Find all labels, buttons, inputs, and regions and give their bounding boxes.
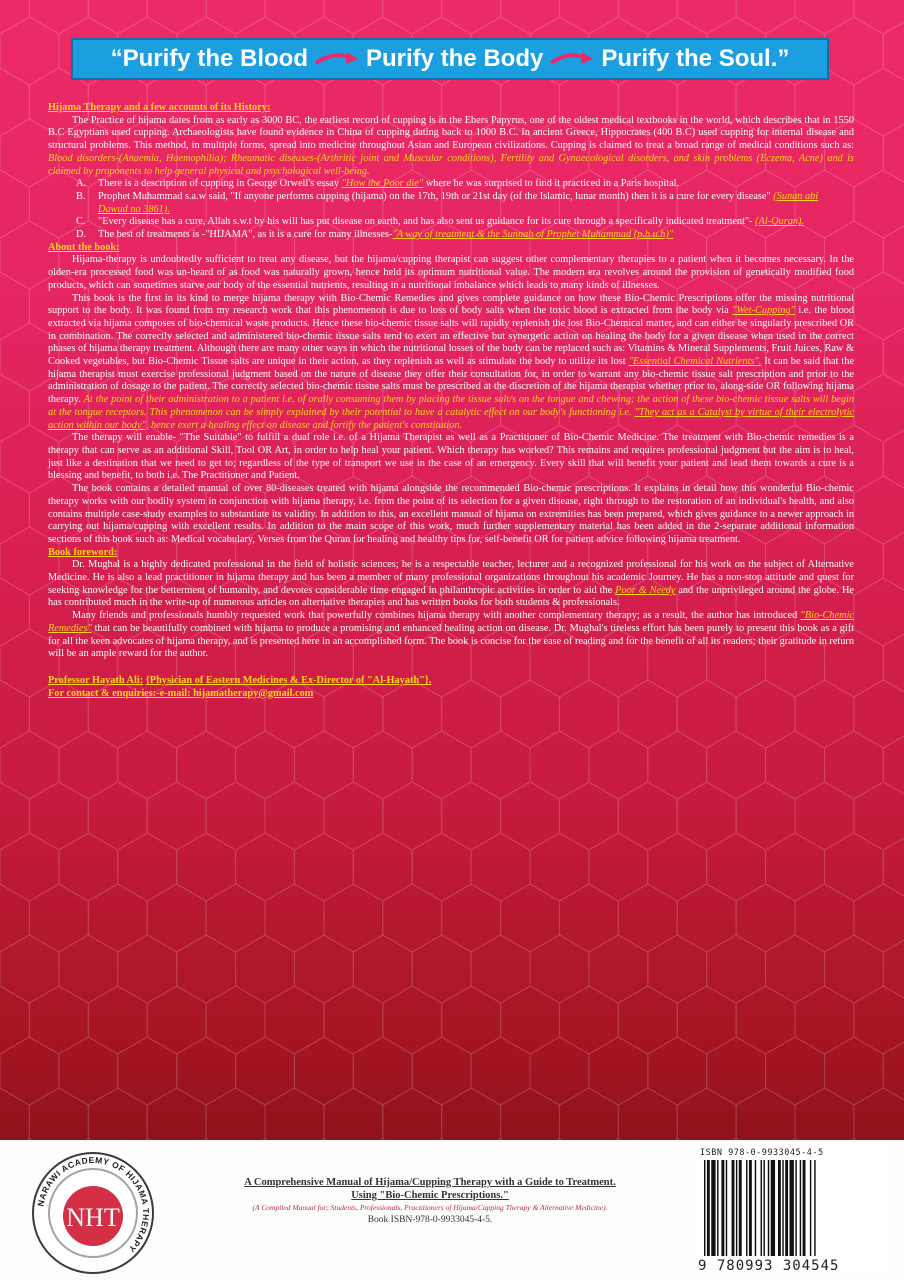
barcode-bar [810, 1160, 811, 1256]
hexagon-shape [795, 0, 854, 34]
hexagon-shape [383, 0, 442, 34]
barcode-bar [778, 1160, 781, 1256]
hexagon-shape [383, 986, 442, 1054]
hexagon-shape [883, 17, 904, 85]
about-heading: About the book: [48, 241, 120, 253]
hexagon-shape [501, 1088, 560, 1140]
foreword-paragraph-1 [48, 559, 854, 610]
hexagon-shape [883, 935, 904, 1003]
hexagon-shape [265, 884, 324, 952]
list-reference: "A way of treatment & the Sunnah of Prophet Muhammad (p.b.u.h)" [392, 229, 674, 241]
barcode-bar [732, 1160, 735, 1256]
book-title [210, 1176, 650, 1202]
about-highlight: At the point of their administration to a patient i.e. of orally consuming them by placing the tissue salt/s on the tongue and chewing; the action of these bio-chemic tissue salts will begin at the tongue receptors. This phenomenon can be simply explained by their potential to have a catalytic effect on our body's functioning i.e. [48, 394, 854, 418]
hexagon-shape [206, 0, 265, 34]
hexagon-shape [0, 986, 29, 1054]
hexagon-shape [589, 1037, 648, 1105]
hexagon-shape [795, 884, 854, 952]
hexagon-shape [442, 986, 501, 1054]
hexagon-shape [883, 425, 904, 493]
arrow-right-icon [314, 49, 360, 69]
hexagon-shape [854, 374, 904, 442]
hexagon-shape [854, 680, 904, 748]
arrow-right-icon [549, 49, 595, 69]
hexagon-shape [0, 1037, 59, 1105]
bio-chemic-term: "Bio-Chemic Remedies" [48, 610, 855, 634]
hexagon-shape [383, 782, 442, 850]
hexagon-shape [0, 272, 29, 340]
foreword-heading: Book foreword: [48, 546, 118, 558]
hexagon-shape [236, 833, 295, 901]
slogan-part-soul: Purify the Soul.” [601, 45, 790, 72]
hexagon-shape [854, 476, 904, 544]
hexagon-shape [825, 833, 884, 901]
hexagon-shape [560, 884, 619, 952]
hexagon-shape [854, 0, 904, 34]
hexagon-shape [265, 986, 324, 1054]
hexagon-shape [118, 833, 177, 901]
hexagon-shape [471, 731, 530, 799]
hexagon-shape [530, 833, 589, 901]
hexagon-shape [530, 731, 589, 799]
hexagon-shape [618, 884, 677, 952]
hexagon-shape [0, 935, 59, 1003]
hexagon-shape [677, 1088, 736, 1140]
foreword-text: that can be beautifully combined with hijama to produce a promising and enhanced healing action on disease. Dr. Mughal's tireless effort has been purely to present this book as a gift for all the keen advocates of hijama therapy, and is presented here in an accomplished form. The book is concise for the ease of reading and for the benefit of all its readers; their gratitude in return will be an ample reward for the author. [48, 622, 854, 660]
hexagon-shape [147, 986, 206, 1054]
hexagon-shape [0, 374, 29, 442]
hexagon-shape [766, 731, 825, 799]
hexagon-shape [854, 68, 904, 136]
hexagon-shape [501, 0, 560, 34]
catalyst-term: "They act as a Catalyst by virtue of their electrolytic action within our body", [48, 406, 855, 431]
hexagon-shape [0, 782, 29, 850]
hexagon-shape [265, 782, 324, 850]
hexagon-shape [766, 833, 825, 901]
hexagon-shape [294, 935, 353, 1003]
author-role: {Physician of Eastern Medicines & Ex-Director of "Al-Hayath"}. [145, 674, 432, 686]
barcode-bar [746, 1160, 747, 1256]
logo-ring-text: NARAWI ACADEMY OF HIJAMA THERAPY [35, 1154, 152, 1255]
list-reference: (Sunan abi Dawud no 3861). [98, 190, 819, 215]
hexagon-shape [560, 1088, 619, 1140]
book-subtitle: (A Compiled Manual for; Students, Professionals, Practitioners of Hijama/Cupping Therapy & Alternative Medicine). [252, 1203, 608, 1212]
hexagon-shape [265, 1088, 324, 1140]
barcode-bar [736, 1160, 737, 1256]
hexagon-shape [589, 935, 648, 1003]
hexagon-shape [766, 1037, 825, 1105]
hexagon-shape [0, 476, 29, 544]
hexagon-shape [825, 731, 884, 799]
hexagon-shape [883, 731, 904, 799]
list-item [48, 229, 854, 242]
barcode-bar [800, 1160, 801, 1256]
hexagon-shape [618, 0, 677, 34]
barcode-bar [771, 1160, 775, 1256]
book-title-line-1: A Comprehensive Manual of Hijama/Cupping Therapy with a Guide to Treatment. [244, 1177, 616, 1188]
barcode-bar [785, 1160, 788, 1256]
hexagon-shape [707, 833, 766, 901]
hexagon-shape [648, 1037, 707, 1105]
about-paragraph-2 [48, 293, 854, 433]
barcode-bar [790, 1160, 794, 1256]
hexagon-shape [236, 731, 295, 799]
hexagon-shape [0, 680, 29, 748]
about-paragraph-4: The book contains a detailed manual of over 80-diseases treated with hijama alongside the recommended Bio-chemic prescriptions. It explains in detail how this wonderful Bio-chemic therapy works with our bodily system in conjunction with hijama therapy, i.e. from the point of its selection for a given disease, right through to the restoration of an individual's health, and also contains multiple case-study examples to substantiate its validity. In addition to this, an excellent manual of hijama on extremities has been prepared, which gives guidance to a newer approach in carrying out hijama/cupping with excellent results. In addition to the main scope of this work, much further supplementary material has been added in the 2-separate additional information sections of this book such as: Medical vocabulary, Verses from the Quran for healing and healthy tips for, self-benefit OR for patient advice following hijama treatment. [48, 483, 854, 545]
barcode-bar [707, 1160, 710, 1256]
about-text: i.e. the blood extracted via hijama composes of bio-chemical waste products. Hence these bio-chemic tissue salts will rapidly replenish the lost Bio-Chemical matter, and can either be singularly prescribed OR in combination. The correctly selected and administered bio-chemic tissue salts tend to exert an effective but synergetic action on healing the body for a given disease when used in the correct phases of hijama therapy treatment. Although there are many other ways in which the nutritional losses of the body can be replaced such as: Vitamins & Mineral Supplements, Fruit Juices, Raw & Cooked vegetables, but Bio-Chemic Tissue salts are unique in their action, as they replenish as well as stimulate the body to utilize its lost [48, 305, 855, 368]
hexagon-shape [825, 17, 884, 85]
hexagon-shape [147, 782, 206, 850]
hexagon-shape [648, 731, 707, 799]
hexagon-shape [560, 0, 619, 34]
hexagon-shape [324, 986, 383, 1054]
hexagon-shape [118, 731, 177, 799]
hexagon-shape [383, 884, 442, 952]
hexagon-shape [0, 0, 29, 34]
hexagon-shape [294, 833, 353, 901]
poor-needy-term: Poor & Needy [615, 584, 676, 596]
hexagon-shape [501, 782, 560, 850]
hexagon-shape [442, 1088, 501, 1140]
hexagon-shape [353, 935, 412, 1003]
hexagon-shape [88, 884, 147, 952]
hexagon-shape [324, 782, 383, 850]
history-conditions: Blood disorders-(Anaemia, Haemophilia); Rheumatic diseases-(Arthritic joint and Muscular conditions), Fertility and Gynaecological disorders, and skin problems (Eczema, Acne) and is claimed by proponents to help general physical and psychological well-being. [48, 152, 854, 177]
hexagon-shape [736, 884, 795, 952]
hexagon-shape [618, 986, 677, 1054]
hexagon-shape [0, 17, 59, 85]
hexagon-shape [206, 986, 265, 1054]
slogan-part-blood: “Purify the Blood [110, 45, 308, 72]
hexagon-shape [795, 782, 854, 850]
hexagon-shape [29, 0, 88, 34]
barcode-bar [782, 1160, 783, 1256]
hexagon-shape [383, 1088, 442, 1140]
hexagon-shape [412, 731, 471, 799]
hexagon-shape [118, 935, 177, 1003]
hexagon-shape [736, 986, 795, 1054]
hexagon-shape [766, 935, 825, 1003]
hexagon-shape [177, 833, 236, 901]
hexagon-shape [0, 731, 59, 799]
hexagon-shape [883, 221, 904, 289]
slogan-part-body: Purify the Body [365, 45, 544, 72]
hexagon-shape [0, 884, 29, 952]
foreword-paragraph-2 [48, 610, 854, 661]
list-tail: where he was surprised to find it practiced in a Paris hospital. [425, 178, 680, 190]
hexagon-shape [324, 1088, 383, 1140]
barcode-bar [755, 1160, 756, 1256]
list-marker: D. [76, 229, 87, 241]
list-text: The best of treatments is -"HIJAMA", as it is a cure for many illnesses- [98, 229, 393, 241]
hexagon-shape [206, 782, 265, 850]
barcode-bar [763, 1160, 764, 1256]
hexagon-shape [648, 935, 707, 1003]
list-text: "Every disease has a cure, Allah s.w.t by his will has put disease on earth, and has also sent us guidance for its cure through a specifically indicated treatment"- [98, 216, 753, 228]
hexagon-shape [177, 935, 236, 1003]
list-text: Prophet Muhammad s.a.w said, "If anyone performs cupping (hijama) on the 17th, 19th or 21st day (of the Islamic, lunar month) then it is a cure for every disease" [98, 190, 771, 202]
barcode-bar [711, 1160, 715, 1256]
hexagon-shape [883, 119, 904, 187]
hexagon-shape [442, 884, 501, 952]
barcode-bar [803, 1160, 806, 1256]
hexagon-shape [29, 1088, 88, 1140]
hexagon-shape [854, 782, 904, 850]
cover-text [48, 102, 854, 700]
hexagon-shape [530, 935, 589, 1003]
hexagon-shape [29, 986, 88, 1054]
hexagon-shape [677, 0, 736, 34]
list-marker: B. [76, 190, 86, 202]
contact-line: For contact & enquiries:-e-mail: hijamatherapy@gmail.com [48, 687, 314, 699]
barcode-bar [739, 1160, 742, 1256]
book-info [210, 1176, 650, 1225]
hexagon-shape [294, 731, 353, 799]
hexagon-shape [589, 833, 648, 901]
foreword-text: Many friends and professionals humbly requested work that powerfully combines hijama therapy with another complementary therapy; as a result, the author has introduced [72, 610, 798, 622]
hexagon-shape [177, 731, 236, 799]
barcode-bar [726, 1160, 727, 1256]
hexagon-shape [854, 884, 904, 952]
hexagon-shape [236, 1037, 295, 1105]
hexagon-shape [501, 986, 560, 1054]
barcode-bar [761, 1160, 762, 1256]
hexagon-shape [412, 833, 471, 901]
hexagon-shape [236, 935, 295, 1003]
hexagon-shape [353, 1037, 412, 1105]
barcode-bar [814, 1160, 815, 1256]
hexagon-shape [648, 833, 707, 901]
hexagon-shape [471, 1037, 530, 1105]
hexagon-shape [736, 1088, 795, 1140]
barcode-bar [768, 1160, 769, 1256]
logo-initials: NHT [66, 1203, 120, 1232]
academy-logo [30, 1150, 156, 1276]
hexagon-shape [560, 782, 619, 850]
about-paragraph-3: The therapy will enable- "The Suitable" to fulfill a dual role i.e. of a Hijama Therapist as well as a Practitioner of Bio-Chemic Medicine. The treatment with Bio-chemic remedies is a therapy that can serve as an additional Skill, Tool OR Art, in order to help heal your patient. Which therapy has worked? This remains and requires professional judgment but the aim is to heal, just like a destination that we need to get to; regardless of the type of transport we use in the case of an emergency. Every skill that will benefit your patient and lead them towards a cure is a blessing and benefit, to both i.e. The Practitioner and Patient. [48, 432, 854, 482]
slogan-banner [71, 38, 829, 80]
hexagon-shape [854, 1088, 904, 1140]
hexagon-shape [118, 1037, 177, 1105]
list-item [48, 178, 854, 191]
hexagon-shape [59, 833, 118, 901]
hexagon-shape [589, 731, 648, 799]
list-item [48, 216, 854, 229]
book-title-line-2: Using "Bio-Chemic Prescriptions." [351, 1190, 509, 1201]
hexagon-shape [854, 272, 904, 340]
hexagon-shape [501, 884, 560, 952]
barcode-isbn-label: ISBN 978-0-9933045-4-5 [700, 1148, 824, 1158]
hexagon-shape [147, 884, 206, 952]
history-text: The Practice of hijama dates from as early as 3000 BC, the earliest record of cupping is in the Ebers Papyrus, one of the oldest medical textbooks in the world, which describes that in 1550 B.C Egyptians used cupping. Archaeologists have found evidence in China of cupping dating back to 1000 B.C. In ancient Greece, Hippocrates (400 B.C) used cupping for internal disease and structural problems. This method, in multiple forms, spread into medicine throughout Asian and European civilizations. Cupping is claimed to treat a broad range of medical conditions such as: [48, 114, 854, 152]
hexagon-shape [795, 1088, 854, 1140]
hexagon-shape [677, 986, 736, 1054]
hexagon-shape [795, 986, 854, 1054]
hexagon-shape [88, 782, 147, 850]
book-isbn: Book ISBN-978-0-9933045-4-5. [367, 1215, 493, 1225]
history-paragraph [48, 115, 854, 179]
hexagon-shape [854, 986, 904, 1054]
hexagon-shape [883, 323, 904, 391]
hexagon-shape [883, 629, 904, 697]
hexagon-shape [854, 578, 904, 646]
hexagon-shape [412, 1037, 471, 1105]
hexagon-shape [59, 731, 118, 799]
hexagon-shape [353, 833, 412, 901]
hexagon-shape [736, 782, 795, 850]
hexagon-shape [736, 0, 795, 34]
hexagon-shape [88, 0, 147, 34]
hexagon-shape [618, 782, 677, 850]
hexagon-shape [353, 731, 412, 799]
hexagon-shape [29, 782, 88, 850]
hexagon-shape [88, 986, 147, 1054]
history-heading: Hijama Therapy and a few accounts of its History: [48, 102, 271, 113]
hexagon-shape [618, 1088, 677, 1140]
about-paragraph-1: Hijama-therapy is undoubtedly sufficient to treat any disease, but the hijama/cupping therapist can suggest other complementary therapies to a patient when it becomes necessary. In the olden-era processed food was un-heard of as food was naturally grown, hence held its optimum nutritional value. The modern era revolves around the provision of genetically modified food products, which can sometimes starve our body of the essential nutrients, resulting in a nutritional imbalance which leads to many kinds of illnesses. [48, 254, 854, 291]
author-signature [48, 675, 854, 688]
hexagon-shape [707, 731, 766, 799]
hexagon-shape [677, 782, 736, 850]
about-text: This book is the first in its kind to merge hijama therapy with Bio-Chemic Remedies and gives complete guidance on how these Bio-Chemic Prescriptions offer the missing nutritional support to the body. It was found from my research work that this phenomenon is due to loss of body salts when the toxic blood is extracted from the body via [48, 292, 854, 317]
hexagon-shape [0, 578, 29, 646]
foreword-text: Dr. Mughal is a highly dedicated professional in the field of holistic sciences; he is a respectable teacher, lecturer and a recognized professional for his work on the subject of Alternative Medicine. He is also a lead practitioner in hijama therapy and has been a member of many professional organizations throughout his academic Journey. He has a non-stop attitude and quest for seeking knowledge for the betterment of humanity, and devotes considerable time engaged in philanthropic activities in order to aid the [48, 559, 854, 596]
list-reference: (Al-Quran). [755, 216, 805, 228]
hexagon-shape [442, 0, 501, 34]
hexagon-shape [883, 527, 904, 595]
hexagon-shape [59, 935, 118, 1003]
hexagon-shape [854, 170, 904, 238]
hexagon-shape [825, 1037, 884, 1105]
about-highlight: hence exert a healing effect on disease and fortify the patient's constitution. [151, 419, 463, 431]
about-text: It can be said that the hijama therapist must exercise professional judgment based on the nature of disease they offer their consultation for, in order to warrant any bio-chemic tissue salt prescription and prior to the administration of dosage to the patient. The correctly selected bio-chemic tissue salts must be prescribed at the discretion of the hijama therapist whether prior to, along-side OR following hijama therapy. [48, 356, 855, 406]
wet-cupping-term: "Wet-Cupping" [732, 305, 795, 317]
hexagon-shape [0, 833, 59, 901]
list-marker: C. [76, 216, 86, 228]
hexagon-shape [412, 935, 471, 1003]
hexagon-shape [883, 1037, 904, 1105]
list-reference: "How the Poor die" [341, 178, 424, 190]
hexagon-shape [825, 935, 884, 1003]
hexagon-shape [0, 170, 29, 238]
hexagon-shape [0, 1088, 29, 1140]
list-text: There is a description of cupping in George Orwell's essay [98, 178, 340, 190]
hexagon-shape [707, 1037, 766, 1105]
hexagon-shape [471, 833, 530, 901]
hexagon-shape [442, 782, 501, 850]
hexagon-shape [88, 1088, 147, 1140]
author-name: Professor Hayath Ali: [48, 674, 144, 686]
barcode-bar [749, 1160, 752, 1256]
hexagon-shape [677, 884, 736, 952]
hexagon-shape [147, 1088, 206, 1140]
hexagon-shape [471, 935, 530, 1003]
hexagon-shape [324, 0, 383, 34]
barcode-bar [704, 1160, 705, 1256]
essential-nutrients-term: "Essential Chemical Nutrients". [628, 356, 762, 368]
barcode-bar [717, 1160, 718, 1256]
hexagon-shape [29, 884, 88, 952]
hexagon-shape [147, 0, 206, 34]
hexagon-shape [294, 1037, 353, 1105]
hexagon-shape [707, 935, 766, 1003]
hexagon-shape [59, 1037, 118, 1105]
list-item [48, 191, 854, 216]
hexagon-shape [206, 884, 265, 952]
barcode-bar [721, 1160, 724, 1256]
foreword-text: and the unprivileged around the globe. He has contributed much in the write-up of numerous articles on alternative therapies and has written books for both students & professionals. [48, 584, 855, 609]
barcode-bar [795, 1160, 796, 1256]
hexagon-shape [560, 986, 619, 1054]
hexagon-shape [206, 1088, 265, 1140]
hexagon-shape [324, 884, 383, 952]
hexagon-shape [177, 1037, 236, 1105]
barcode-number: 9 780993 304545 [698, 1258, 840, 1274]
hexagon-shape [530, 1037, 589, 1105]
list-marker: A. [76, 178, 87, 190]
hexagon-shape [265, 0, 324, 34]
hexagon-shape [883, 833, 904, 901]
history-list [48, 178, 854, 242]
hexagon-shape [0, 68, 29, 136]
barcode [702, 1160, 886, 1260]
